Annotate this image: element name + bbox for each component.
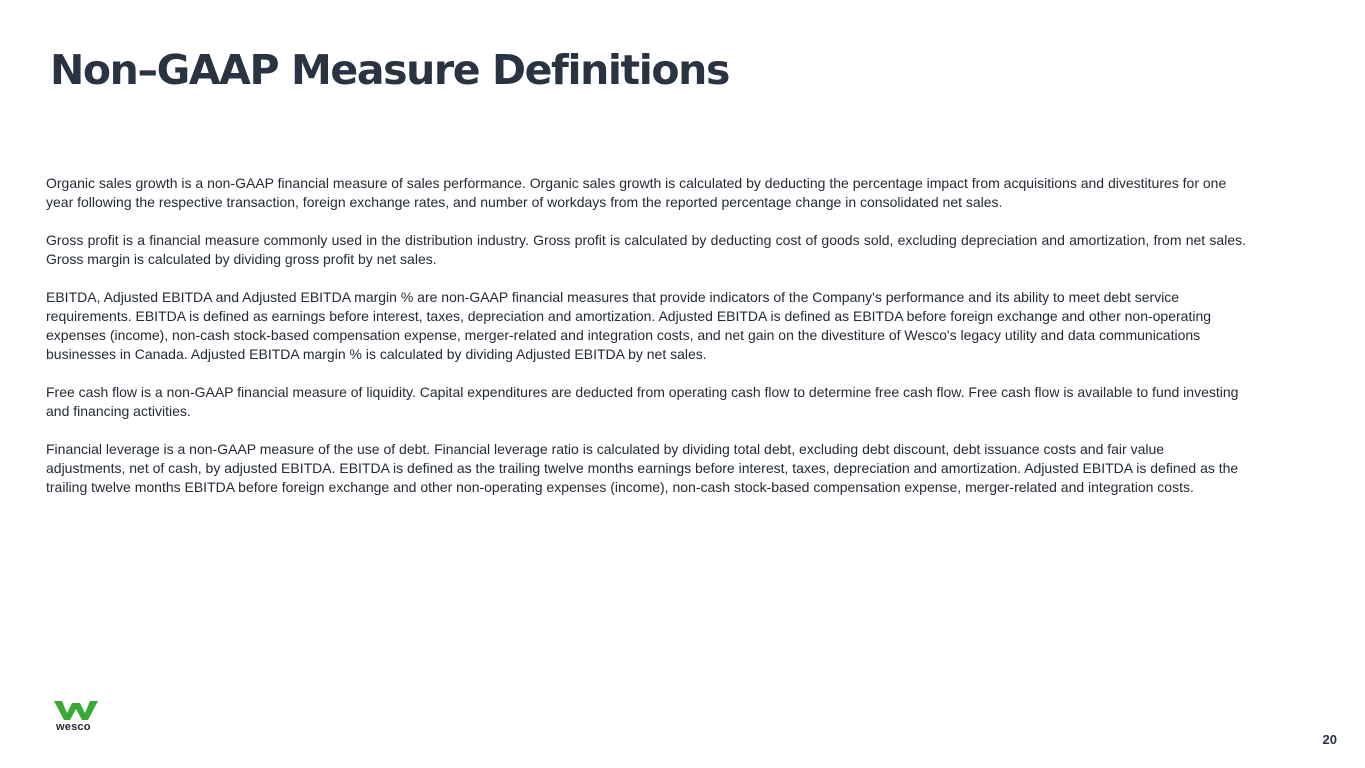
- paragraph-organic-sales-growth: Organic sales growth is a non-GAAP financial measure of sales performance. Organic sales growth is calculated by deducting the percentage impact from acquisitions and divestitures for one year following the respective transaction, foreign exchange rates, and number of workdays from the reported percentage change in consolidated net sales.: [46, 175, 1227, 210]
- paragraph-gross-profit: Gross profit is a financial measure commonly used in the distribution industry. Gross profit is calculated by deducting cost of goods sold, excluding depreciation and amortization, from net sales. Gross margin is calculated by dividing gross profit by net sales.: [46, 232, 1246, 267]
- paragraph-financial-leverage: Financial leverage is a non-GAAP measure of the use of debt. Financial leverage ratio is calculated by dividing total debt, excluding debt discount, debt issuance costs and fair value adjustments, net of cash, by adjusted EBITDA. EBITDA is defined as the trailing twelve months earnings before interest, taxes, depreciation and amortization. Adjusted EBITDA is defined as the trailing twelve months EBITDA before foreign exchange and other non-operating expenses (income), non-cash stock-based compensation expense, merger-related and integration costs.: [46, 441, 1239, 495]
- logo-wordmark: wesco: [56, 721, 91, 733]
- paragraph-free-cash-flow: Free cash flow is a non-GAAP financial measure of liquidity. Capital expenditures are deducted from operating cash flow to determine free cash flow. Free cash flow is available to fund investing and financing activities.: [46, 384, 1239, 419]
- paragraph-ebitda: EBITDA, Adjusted EBITDA and Adjusted EBITDA margin % are non-GAAP financial measures that provide indicators of the Company's performance and its ability to meet debt service requirements. EBITDA is defined as earnings before interest, taxes, depreciation and amortization. Adjusted EBITDA is defined as EBITDA before foreign exchange and other non-operating expenses (income), non-cash stock-based compensation expense, merger-related and integration costs, and net gain on the divestiture of Wesco's legacy utility and data communications businesses in Canada. Adjusted EBITDA margin % is calculated by dividing Adjusted EBITDA by net sales.: [46, 289, 1212, 362]
- page-title: Non–GAAP Measure Definitions: [50, 46, 729, 94]
- definitions-body: [46, 174, 1246, 516]
- page-number: 20: [1322, 732, 1337, 747]
